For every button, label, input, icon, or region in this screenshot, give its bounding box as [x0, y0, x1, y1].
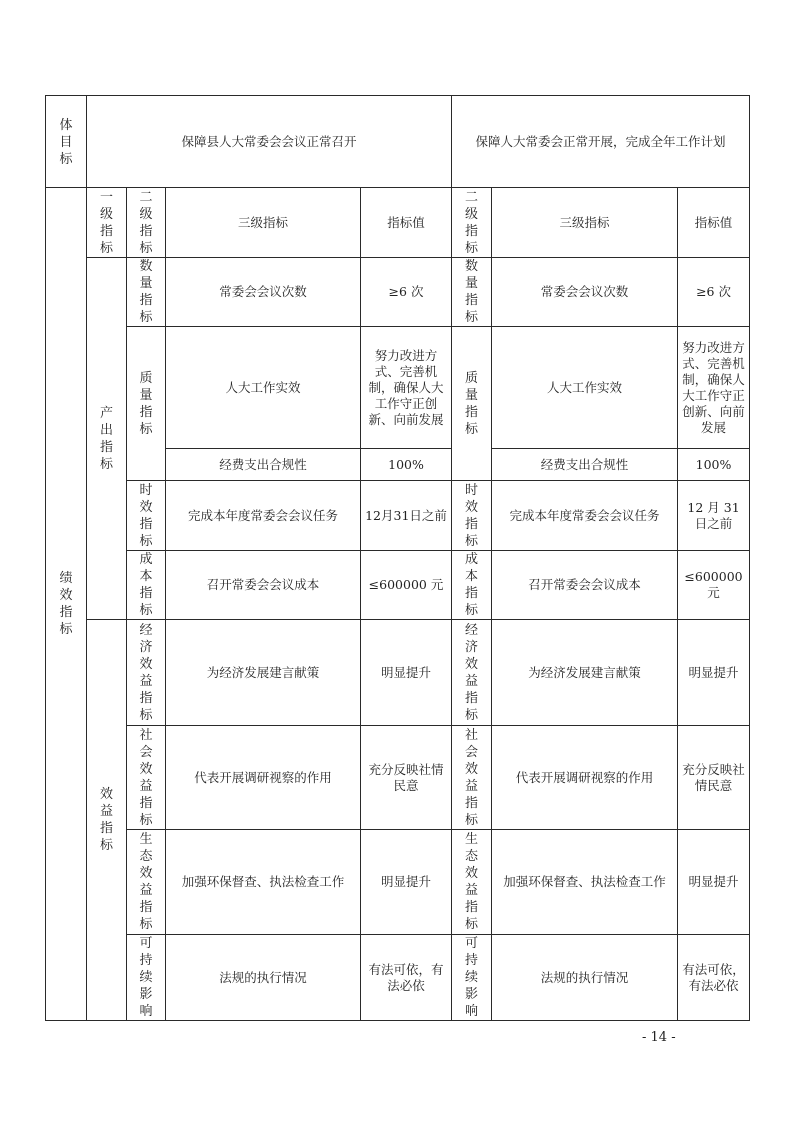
l3-cell-right: 完成本年度常委会会议任务	[492, 481, 678, 551]
value-cell-left: 12月31日之前	[361, 481, 452, 551]
value-header-right: 指标值	[678, 188, 750, 258]
l2-text: 经济效益指标	[465, 622, 479, 723]
page-number: - 14 -	[642, 1030, 676, 1045]
table-row	[46, 327, 750, 449]
output-label: 产出指标	[100, 405, 114, 472]
l2-text: 生态效益指标	[465, 832, 479, 932]
l3-cell-left: 完成本年度常委会会议任务	[166, 481, 361, 551]
goal-right-text: 保障人大常委会正常开展，完成全年工作计划	[475, 133, 726, 149]
l3-cell-left: 人大工作实效	[166, 327, 361, 449]
value-cell-left: 努力改进方式、完善机制，确保人大工作守正创新、向前发展	[361, 327, 452, 449]
value-cell-right: ≥6 次	[678, 258, 750, 327]
overall-goal-label-cell	[46, 96, 87, 188]
l3-cell-left: 召开常委会会议成本	[166, 551, 361, 620]
l3-cell-right: 法规的执行情况	[492, 935, 678, 1021]
l2-cell-right	[452, 726, 492, 830]
l3-cell-left: 为经济发展建言献策	[166, 620, 361, 726]
l2-text: 时效指标	[139, 482, 153, 549]
l3-cell-left: 法规的执行情况	[166, 935, 361, 1021]
level1-header: 一级指标	[100, 189, 114, 256]
l2-cell-left	[127, 620, 166, 726]
l3-cell-right: 代表开展调研视察的作用	[492, 726, 678, 830]
level2-header-left-cell	[127, 188, 166, 258]
l3-cell-right: 常委会会议次数	[492, 258, 678, 327]
value-cell-right: 明显提升	[678, 830, 750, 935]
level3-header-right: 三级指标	[492, 188, 678, 258]
l3-cell-left: 常委会会议次数	[166, 258, 361, 327]
level3-header-left: 三级指标	[166, 188, 361, 258]
goal-left-cell	[87, 96, 452, 188]
performance-label-cell	[46, 188, 87, 1021]
l3-cell-right: 人大工作实效	[492, 327, 678, 449]
level2-header-right-cell	[452, 188, 492, 258]
value-cell-right: 有法可依，有法必依	[678, 935, 750, 1021]
l2-text: 质量指标	[465, 370, 479, 437]
value-cell-left: 100%	[361, 449, 452, 481]
l3-cell-left: 代表开展调研视察的作用	[166, 726, 361, 830]
value-cell-right: 充分反映社情民意	[678, 726, 750, 830]
l3-cell-right: 为经济发展建言献策	[492, 620, 678, 726]
l2-cell-left	[127, 481, 166, 551]
l2-text: 数量指标	[139, 259, 153, 325]
l2-text: 经济效益指标	[139, 622, 153, 723]
l2-cell-left	[127, 935, 166, 1021]
value-cell-right: 100%	[678, 449, 750, 481]
table-row	[46, 726, 750, 830]
table-row	[46, 620, 750, 726]
value-cell-right: 12 月 31 日之前	[678, 481, 750, 551]
table-row	[46, 258, 750, 327]
value-header-left: 指标值	[361, 188, 452, 258]
goal-right-cell	[452, 96, 750, 188]
l2-cell-right	[452, 830, 492, 935]
table-row	[46, 481, 750, 551]
value-cell-left: ≥6 次	[361, 258, 452, 327]
level2-header-left: 二级指标	[139, 189, 153, 256]
value-cell-left: 有法可依，有法必依	[361, 935, 452, 1021]
l3-cell-right: 经费支出合规性	[492, 449, 678, 481]
table-row	[46, 551, 750, 620]
l2-cell-right	[452, 935, 492, 1021]
benefit-label: 效益指标	[100, 787, 114, 853]
l2-cell-left	[127, 327, 166, 481]
l2-text: 成本指标	[139, 552, 153, 618]
l2-text: 生态效益指标	[139, 832, 153, 932]
l2-cell-left	[127, 551, 166, 620]
l2-cell-left	[127, 726, 166, 830]
l2-text: 数量指标	[465, 259, 479, 325]
l2-cell-right	[452, 551, 492, 620]
l2-text: 可持续影响	[139, 936, 153, 1019]
overall-goal-label: 体目标	[59, 118, 73, 167]
l3-cell-left: 加强环保督查、执法检查工作	[166, 830, 361, 935]
l2-cell-right	[452, 481, 492, 551]
benefit-label-cell	[87, 620, 127, 1021]
value-cell-left: 明显提升	[361, 830, 452, 935]
table-row	[46, 830, 750, 935]
value-cell-right: 明显提升	[678, 620, 750, 726]
l2-text: 社会效益指标	[465, 727, 479, 828]
output-label-cell	[87, 258, 127, 620]
performance-label: 绩效指标	[59, 571, 73, 637]
value-cell-left: 充分反映社情民意	[361, 726, 452, 830]
level2-header-right: 二级指标	[465, 189, 479, 256]
l2-cell-left	[127, 830, 166, 935]
l2-text: 社会效益指标	[139, 727, 153, 828]
l2-text: 成本指标	[465, 552, 479, 618]
l2-text: 时效指标	[465, 482, 479, 549]
l3-cell-right: 召开常委会会议成本	[492, 551, 678, 620]
l2-text: 质量指标	[139, 370, 153, 437]
l2-cell-right	[452, 258, 492, 327]
value-cell-right: 努力改进方式、完善机制，确保人大工作守正创新、向前发展	[678, 327, 750, 449]
value-cell-left: ≤600000 元	[361, 551, 452, 620]
l2-cell-left	[127, 258, 166, 327]
level1-header-cell	[87, 188, 127, 258]
table-row	[46, 935, 750, 1021]
l2-text: 可持续影响	[465, 936, 479, 1019]
l3-cell-left: 经费支出合规性	[166, 449, 361, 481]
l3-cell-right: 加强环保督查、执法检查工作	[492, 830, 678, 935]
goal-left-text: 保障县人大常委会会议正常召开	[181, 133, 357, 149]
value-cell-right: ≤600000 元	[678, 551, 750, 620]
l2-cell-right	[452, 327, 492, 481]
performance-goal-table	[45, 95, 750, 1021]
value-cell-left: 明显提升	[361, 620, 452, 726]
l2-cell-right	[452, 620, 492, 726]
